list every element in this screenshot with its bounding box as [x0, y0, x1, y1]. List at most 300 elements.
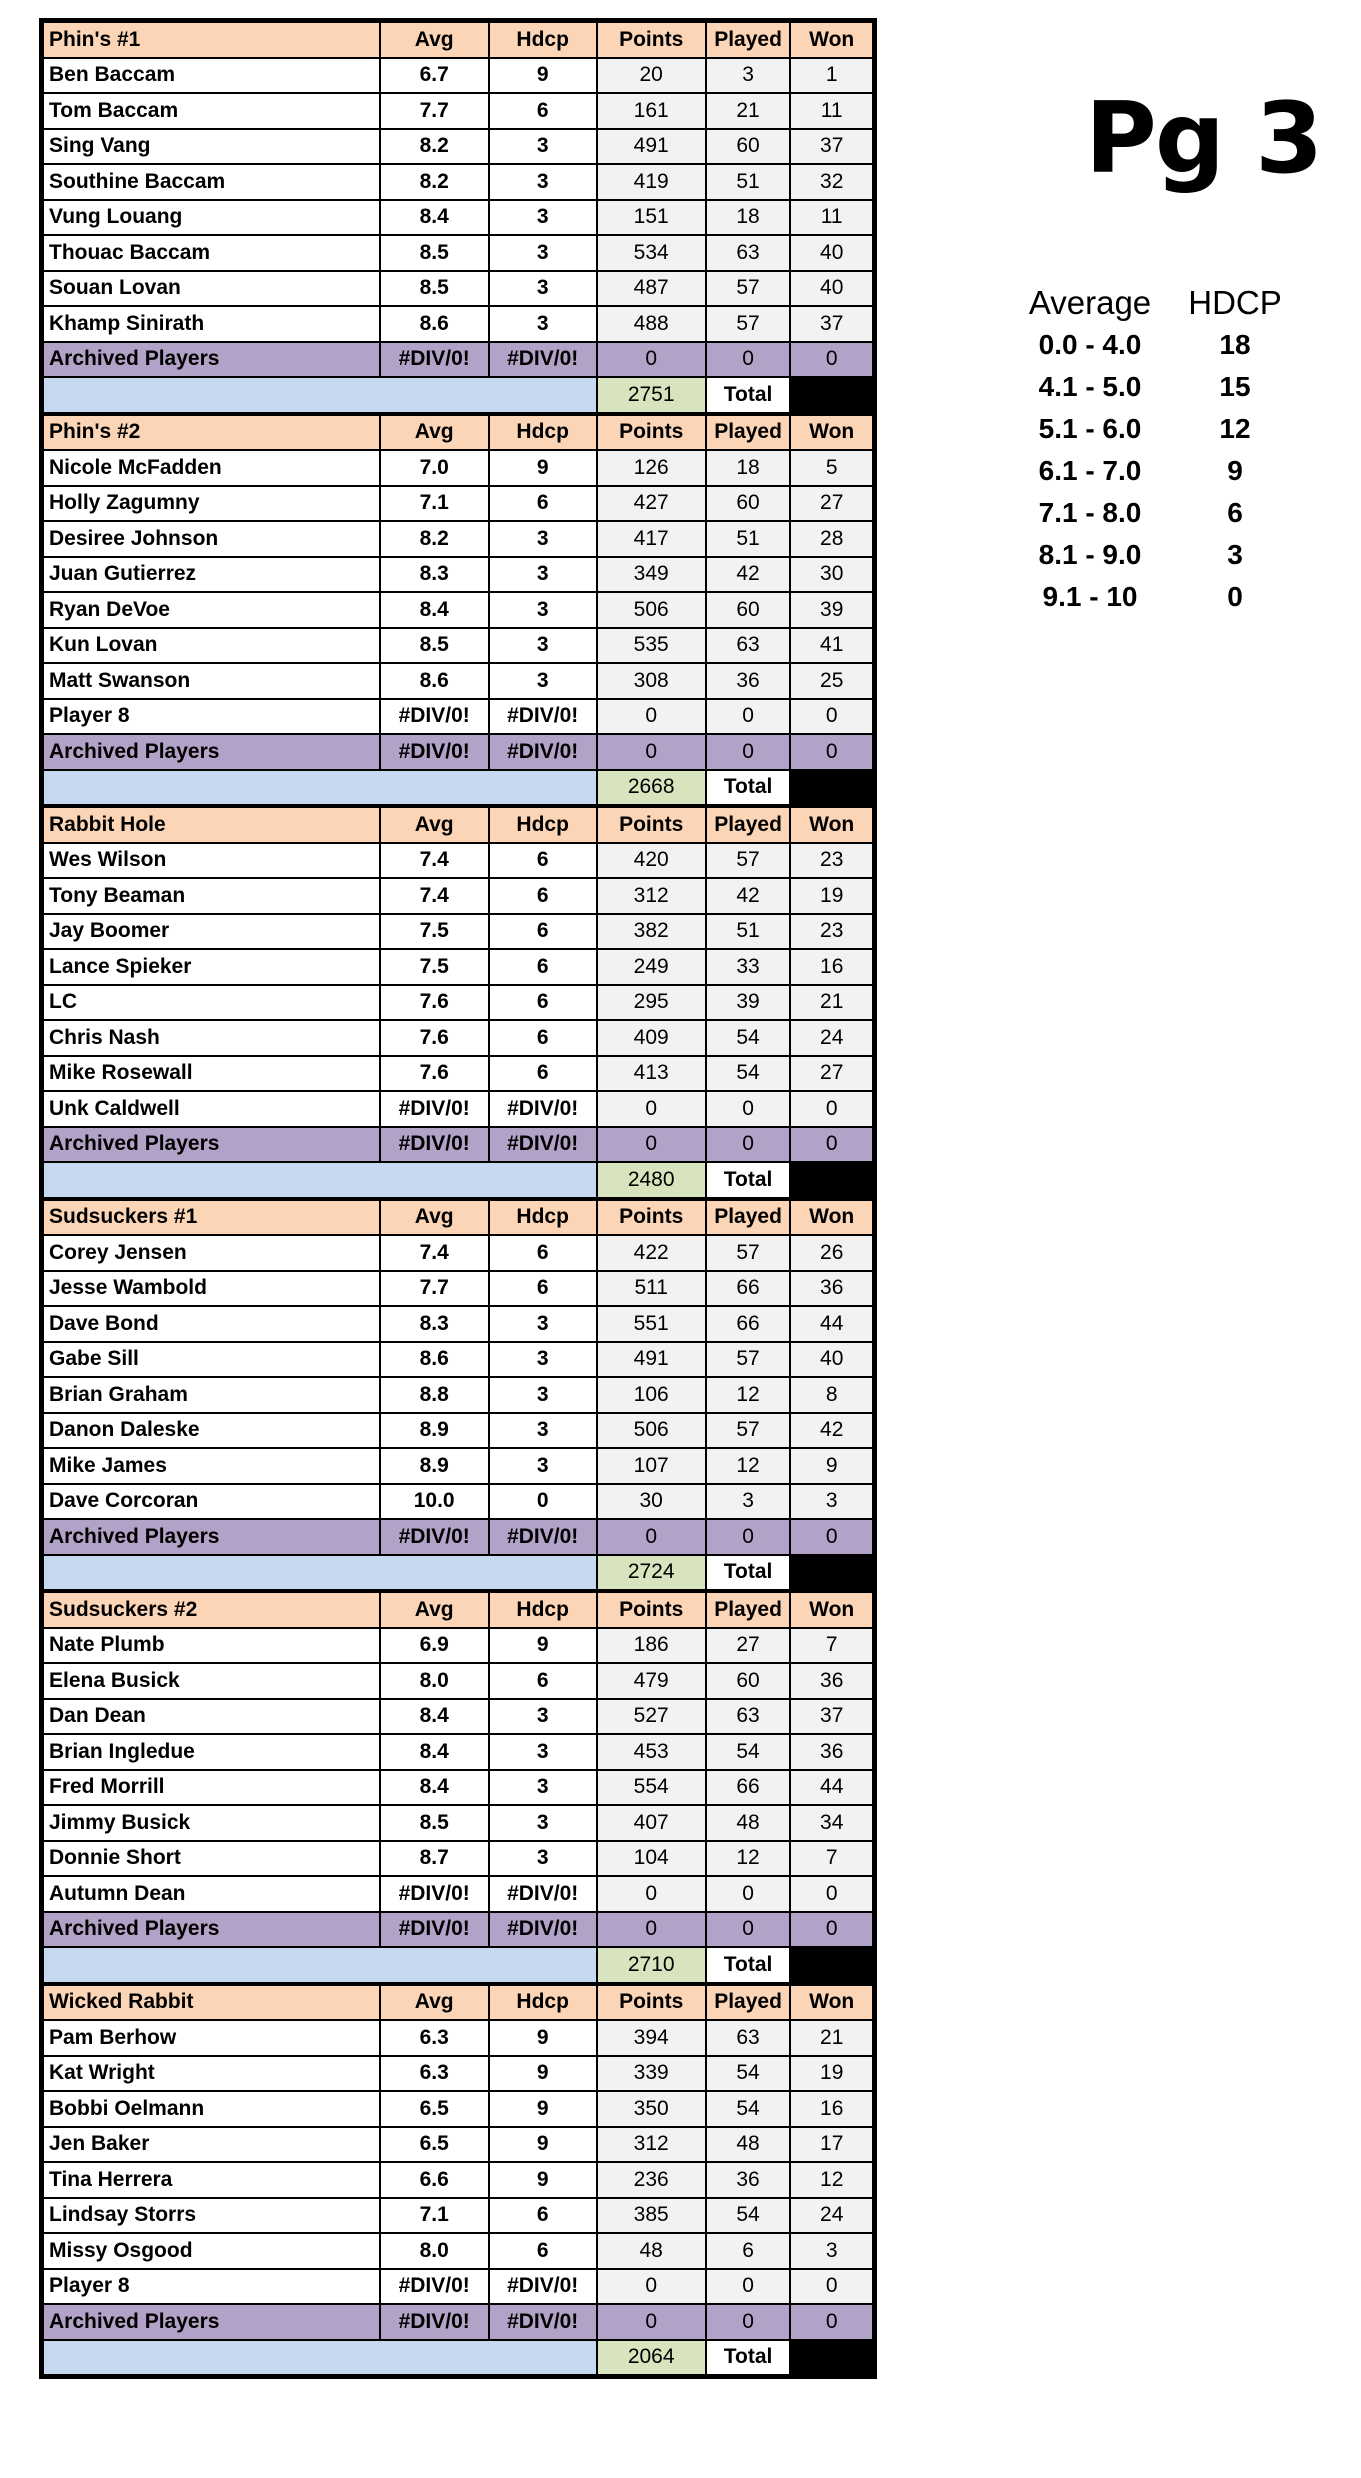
player-played: 18 [706, 450, 791, 486]
player-avg: 7.1 [380, 486, 489, 522]
player-name: Mike Rosewall [43, 1056, 380, 1092]
player-won: 16 [790, 949, 873, 985]
player-name: Player 8 [43, 2269, 380, 2305]
total-label: Total [706, 1555, 791, 1591]
table-row [43, 628, 873, 664]
player-played: 60 [706, 1663, 791, 1699]
player-name: Southine Baccam [43, 164, 380, 200]
table-row [43, 235, 873, 271]
player-played: 57 [706, 1235, 791, 1271]
player-won: 7 [790, 1841, 873, 1877]
player-won: 39 [790, 592, 873, 628]
archived-label: Archived Players [43, 1912, 380, 1948]
player-name: Player 8 [43, 699, 380, 735]
column-header-hdcp: Hdcp [489, 1200, 597, 1236]
table-row [43, 2269, 873, 2305]
archived-won: 0 [790, 1127, 873, 1163]
legend-row [1005, 324, 1305, 366]
player-played: 51 [706, 914, 791, 950]
player-points: 312 [597, 878, 706, 914]
player-played: 0 [706, 699, 791, 735]
player-points: 453 [597, 1734, 706, 1770]
team-header-row [43, 22, 873, 58]
player-won: 24 [790, 1020, 873, 1056]
archived-label: Archived Players [43, 342, 380, 378]
table-row [43, 2162, 873, 2198]
player-won: 0 [790, 1876, 873, 1912]
player-won: 27 [790, 1056, 873, 1092]
player-points: 312 [597, 2127, 706, 2163]
legend-row [1005, 366, 1305, 408]
legend-row [1005, 534, 1305, 576]
player-avg: 8.9 [380, 1448, 489, 1484]
player-avg: 8.0 [380, 2233, 489, 2269]
player-avg: 6.5 [380, 2127, 489, 2163]
player-name: Mike James [43, 1448, 380, 1484]
player-won: 36 [790, 1734, 873, 1770]
archived-avg: #DIV/0! [380, 734, 489, 770]
table-row [43, 1841, 873, 1877]
archived-played: 0 [706, 1912, 791, 1948]
archived-played: 0 [706, 2304, 791, 2340]
legend-hdcp-value: 6 [1227, 497, 1243, 528]
table-row [43, 1805, 873, 1841]
player-avg: 7.4 [380, 878, 489, 914]
archived-hdcp: #DIV/0! [489, 1912, 597, 1948]
player-played: 18 [706, 200, 791, 236]
team-total-points: 2710 [597, 1947, 706, 1983]
player-name: Corey Jensen [43, 1235, 380, 1271]
table-row [43, 1484, 873, 1520]
player-won: 36 [790, 1271, 873, 1307]
player-won: 8 [790, 1377, 873, 1413]
player-avg: 8.5 [380, 1805, 489, 1841]
player-hdcp: 6 [489, 2233, 597, 2269]
column-header-points: Points [597, 22, 706, 58]
table-row [43, 1271, 873, 1307]
player-played: 39 [706, 985, 791, 1021]
total-spacer [43, 2340, 597, 2376]
player-points: 488 [597, 306, 706, 342]
player-won: 19 [790, 878, 873, 914]
player-avg: 8.6 [380, 306, 489, 342]
player-played: 66 [706, 1271, 791, 1307]
legend-average-range: 5.1 - 6.0 [1038, 413, 1142, 444]
player-points: 20 [597, 58, 706, 94]
archived-hdcp: #DIV/0! [489, 342, 597, 378]
player-played: 0 [706, 1876, 791, 1912]
player-hdcp: 9 [489, 2091, 597, 2127]
player-avg: 6.9 [380, 1628, 489, 1664]
player-name: Elena Busick [43, 1663, 380, 1699]
column-header-played: Played [706, 807, 791, 843]
player-won: 44 [790, 1770, 873, 1806]
player-points: 48 [597, 2233, 706, 2269]
column-header-hdcp: Hdcp [489, 807, 597, 843]
archived-points: 0 [597, 2304, 706, 2340]
player-played: 60 [706, 129, 791, 165]
total-spacer [43, 770, 597, 806]
player-hdcp: 3 [489, 592, 597, 628]
table-row [43, 985, 873, 1021]
legend-hdcp-value: 9 [1227, 455, 1243, 486]
archived-played: 0 [706, 1127, 791, 1163]
player-hdcp: 6 [489, 985, 597, 1021]
player-hdcp: 9 [489, 2056, 597, 2092]
player-points: 249 [597, 949, 706, 985]
player-hdcp: 9 [489, 58, 597, 94]
player-name: Ryan DeVoe [43, 592, 380, 628]
player-won: 42 [790, 1413, 873, 1449]
player-won: 11 [790, 93, 873, 129]
legend-hdcp-value: 18 [1219, 329, 1251, 360]
player-name: Unk Caldwell [43, 1091, 380, 1127]
player-points: 427 [597, 486, 706, 522]
player-name: Brian Graham [43, 1377, 380, 1413]
player-points: 186 [597, 1628, 706, 1664]
team-table [42, 806, 874, 1199]
table-row [43, 699, 873, 735]
player-played: 21 [706, 93, 791, 129]
player-played: 57 [706, 271, 791, 307]
player-played: 63 [706, 1699, 791, 1735]
column-header-won: Won [790, 807, 873, 843]
player-points: 506 [597, 1413, 706, 1449]
player-won: 23 [790, 843, 873, 879]
player-name: Danon Daleske [43, 1413, 380, 1449]
player-avg: 7.1 [380, 2198, 489, 2234]
player-won: 1 [790, 58, 873, 94]
player-name: Brian Ingledue [43, 1734, 380, 1770]
column-header-points: Points [597, 807, 706, 843]
player-played: 60 [706, 486, 791, 522]
player-points: 506 [597, 592, 706, 628]
player-won: 21 [790, 985, 873, 1021]
player-points: 126 [597, 450, 706, 486]
player-won: 26 [790, 1235, 873, 1271]
table-row [43, 1342, 873, 1378]
player-won: 40 [790, 1342, 873, 1378]
archived-label: Archived Players [43, 734, 380, 770]
archived-label: Archived Players [43, 1127, 380, 1163]
table-row [43, 271, 873, 307]
player-won: 12 [790, 2162, 873, 2198]
player-played: 42 [706, 878, 791, 914]
player-points: 308 [597, 663, 706, 699]
team-name: Sudsuckers #1 [43, 1200, 380, 1236]
player-name: LC [43, 985, 380, 1021]
player-avg: 8.3 [380, 1306, 489, 1342]
archived-points: 0 [597, 734, 706, 770]
player-hdcp: 6 [489, 1663, 597, 1699]
archived-hdcp: #DIV/0! [489, 1127, 597, 1163]
player-avg: 7.6 [380, 1056, 489, 1092]
archived-row [43, 1912, 873, 1948]
player-name: Donnie Short [43, 1841, 380, 1877]
handicap-legend [1005, 282, 1305, 618]
player-won: 5 [790, 450, 873, 486]
player-points: 409 [597, 1020, 706, 1056]
table-row [43, 663, 873, 699]
player-hdcp: 6 [489, 93, 597, 129]
table-row [43, 2198, 873, 2234]
archived-won: 0 [790, 342, 873, 378]
player-avg: 7.6 [380, 985, 489, 1021]
total-row [43, 1947, 873, 1983]
team-name: Phin's #1 [43, 22, 380, 58]
player-won: 44 [790, 1306, 873, 1342]
legend-average-range: 6.1 - 7.0 [1038, 455, 1142, 486]
player-hdcp: 6 [489, 1235, 597, 1271]
player-name: Dave Bond [43, 1306, 380, 1342]
team-table [42, 414, 874, 807]
team-header-row [43, 807, 873, 843]
legend-row [1005, 492, 1305, 534]
player-name: Wes Wilson [43, 843, 380, 879]
legend-average-range: 9.1 - 10 [1042, 581, 1138, 612]
archived-won: 0 [790, 2304, 873, 2340]
table-row [43, 592, 873, 628]
player-avg: 8.4 [380, 1699, 489, 1735]
total-black-cell [790, 1162, 873, 1198]
player-points: 30 [597, 1484, 706, 1520]
archived-hdcp: #DIV/0! [489, 2304, 597, 2340]
player-avg: 7.4 [380, 843, 489, 879]
archived-won: 0 [790, 1519, 873, 1555]
player-played: 63 [706, 628, 791, 664]
column-header-won: Won [790, 415, 873, 451]
player-points: 419 [597, 164, 706, 200]
player-points: 104 [597, 1841, 706, 1877]
player-avg: 6.6 [380, 2162, 489, 2198]
player-hdcp: 3 [489, 235, 597, 271]
standings-sheet [39, 18, 877, 2379]
legend-header [1005, 282, 1305, 324]
player-won: 37 [790, 1699, 873, 1735]
player-name: Thouac Baccam [43, 235, 380, 271]
column-header-won: Won [790, 1592, 873, 1628]
player-points: 551 [597, 1306, 706, 1342]
player-avg: 8.2 [380, 521, 489, 557]
archived-row [43, 2304, 873, 2340]
total-spacer [43, 377, 597, 413]
table-row [43, 58, 873, 94]
table-row [43, 1413, 873, 1449]
table-row [43, 2020, 873, 2056]
team-block [42, 806, 874, 1199]
player-points: 382 [597, 914, 706, 950]
player-points: 491 [597, 129, 706, 165]
player-played: 3 [706, 58, 791, 94]
player-avg: 8.4 [380, 592, 489, 628]
table-row [43, 1306, 873, 1342]
player-hdcp: 3 [489, 628, 597, 664]
team-header-row [43, 415, 873, 451]
player-points: 422 [597, 1235, 706, 1271]
player-won: 11 [790, 200, 873, 236]
player-points: 236 [597, 2162, 706, 2198]
player-name: Matt Swanson [43, 663, 380, 699]
player-played: 63 [706, 235, 791, 271]
player-points: 0 [597, 1091, 706, 1127]
team-header-row [43, 1592, 873, 1628]
player-won: 0 [790, 1091, 873, 1127]
player-won: 9 [790, 1448, 873, 1484]
team-name: Rabbit Hole [43, 807, 380, 843]
player-avg: 8.5 [380, 628, 489, 664]
player-name: Pam Berhow [43, 2020, 380, 2056]
legend-row [1005, 408, 1305, 450]
archived-row [43, 1519, 873, 1555]
player-hdcp: 3 [489, 1377, 597, 1413]
player-played: 51 [706, 521, 791, 557]
archived-won: 0 [790, 1912, 873, 1948]
player-points: 527 [597, 1699, 706, 1735]
column-header-avg: Avg [380, 22, 489, 58]
total-row [43, 1555, 873, 1591]
player-name: Missy Osgood [43, 2233, 380, 2269]
total-black-cell [790, 1555, 873, 1591]
player-won: 40 [790, 235, 873, 271]
archived-points: 0 [597, 1127, 706, 1163]
team-total-points: 2724 [597, 1555, 706, 1591]
player-name: Kat Wright [43, 2056, 380, 2092]
archived-played: 0 [706, 342, 791, 378]
player-hdcp: 3 [489, 557, 597, 593]
column-header-hdcp: Hdcp [489, 1592, 597, 1628]
player-won: 25 [790, 663, 873, 699]
player-name: Tom Baccam [43, 93, 380, 129]
archived-points: 0 [597, 342, 706, 378]
player-name: Chris Nash [43, 1020, 380, 1056]
player-won: 16 [790, 2091, 873, 2127]
player-name: Bobbi Oelmann [43, 2091, 380, 2127]
player-played: 54 [706, 2056, 791, 2092]
player-points: 106 [597, 1377, 706, 1413]
player-points: 417 [597, 521, 706, 557]
player-points: 394 [597, 2020, 706, 2056]
player-points: 535 [597, 628, 706, 664]
table-row [43, 521, 873, 557]
player-hdcp: 6 [489, 2198, 597, 2234]
column-header-avg: Avg [380, 415, 489, 451]
team-block [42, 1984, 874, 2377]
player-name: Tony Beaman [43, 878, 380, 914]
player-played: 48 [706, 1805, 791, 1841]
player-won: 34 [790, 1805, 873, 1841]
column-header-hdcp: Hdcp [489, 415, 597, 451]
player-avg: 8.6 [380, 1342, 489, 1378]
team-name: Sudsuckers #2 [43, 1592, 380, 1628]
team-name: Phin's #2 [43, 415, 380, 451]
player-points: 511 [597, 1271, 706, 1307]
player-avg: 8.4 [380, 200, 489, 236]
archived-hdcp: #DIV/0! [489, 1519, 597, 1555]
table-row [43, 1770, 873, 1806]
table-row [43, 1056, 873, 1092]
table-row [43, 2091, 873, 2127]
player-played: 54 [706, 1734, 791, 1770]
legend-header-average: Average [1028, 284, 1152, 321]
player-played: 54 [706, 1020, 791, 1056]
table-row [43, 1699, 873, 1735]
player-avg: #DIV/0! [380, 2269, 489, 2305]
player-name: Gabe Sill [43, 1342, 380, 1378]
player-points: 0 [597, 699, 706, 735]
player-played: 66 [706, 1770, 791, 1806]
legend-row [1005, 450, 1305, 492]
team-header-row [43, 1200, 873, 1236]
player-points: 0 [597, 1876, 706, 1912]
player-name: Jay Boomer [43, 914, 380, 950]
player-name: Dave Corcoran [43, 1484, 380, 1520]
table-row [43, 1663, 873, 1699]
player-won: 37 [790, 306, 873, 342]
player-avg: 6.5 [380, 2091, 489, 2127]
player-avg: #DIV/0! [380, 1091, 489, 1127]
column-header-avg: Avg [380, 1200, 489, 1236]
total-row [43, 2340, 873, 2376]
player-name: Holly Zagumny [43, 486, 380, 522]
player-won: 0 [790, 699, 873, 735]
table-row [43, 914, 873, 950]
legend-hdcp-value: 15 [1219, 371, 1251, 402]
table-row [43, 878, 873, 914]
player-name: Vung Louang [43, 200, 380, 236]
player-avg: 7.7 [380, 93, 489, 129]
archived-row [43, 734, 873, 770]
table-row [43, 949, 873, 985]
player-name: Juan Gutierrez [43, 557, 380, 593]
team-table [42, 1199, 874, 1592]
table-row [43, 1235, 873, 1271]
player-name: Jen Baker [43, 2127, 380, 2163]
column-header-played: Played [706, 415, 791, 451]
column-header-played: Played [706, 1200, 791, 1236]
player-hdcp: 6 [489, 1056, 597, 1092]
player-name: Kun Lovan [43, 628, 380, 664]
player-hdcp: 9 [489, 450, 597, 486]
player-hdcp: 3 [489, 164, 597, 200]
player-hdcp: 0 [489, 1484, 597, 1520]
player-won: 28 [790, 521, 873, 557]
player-played: 27 [706, 1628, 791, 1664]
archived-row [43, 342, 873, 378]
player-played: 54 [706, 1056, 791, 1092]
legend-hdcp-value: 0 [1227, 581, 1243, 612]
player-played: 60 [706, 592, 791, 628]
player-name: Ben Baccam [43, 58, 380, 94]
player-won: 19 [790, 2056, 873, 2092]
player-avg: 8.5 [380, 271, 489, 307]
column-header-won: Won [790, 22, 873, 58]
player-avg: 8.4 [380, 1770, 489, 1806]
player-name: Nate Plumb [43, 1628, 380, 1664]
player-avg: 8.9 [380, 1413, 489, 1449]
archived-row [43, 1127, 873, 1163]
player-hdcp: 3 [489, 1841, 597, 1877]
player-hdcp: 9 [489, 2127, 597, 2163]
player-played: 42 [706, 557, 791, 593]
legend-average-range: 8.1 - 9.0 [1038, 539, 1142, 570]
archived-label: Archived Players [43, 2304, 380, 2340]
total-label: Total [706, 770, 791, 806]
column-header-points: Points [597, 1985, 706, 2021]
player-name: Dan Dean [43, 1699, 380, 1735]
team-total-points: 2751 [597, 377, 706, 413]
player-played: 33 [706, 949, 791, 985]
archived-points: 0 [597, 1519, 706, 1555]
